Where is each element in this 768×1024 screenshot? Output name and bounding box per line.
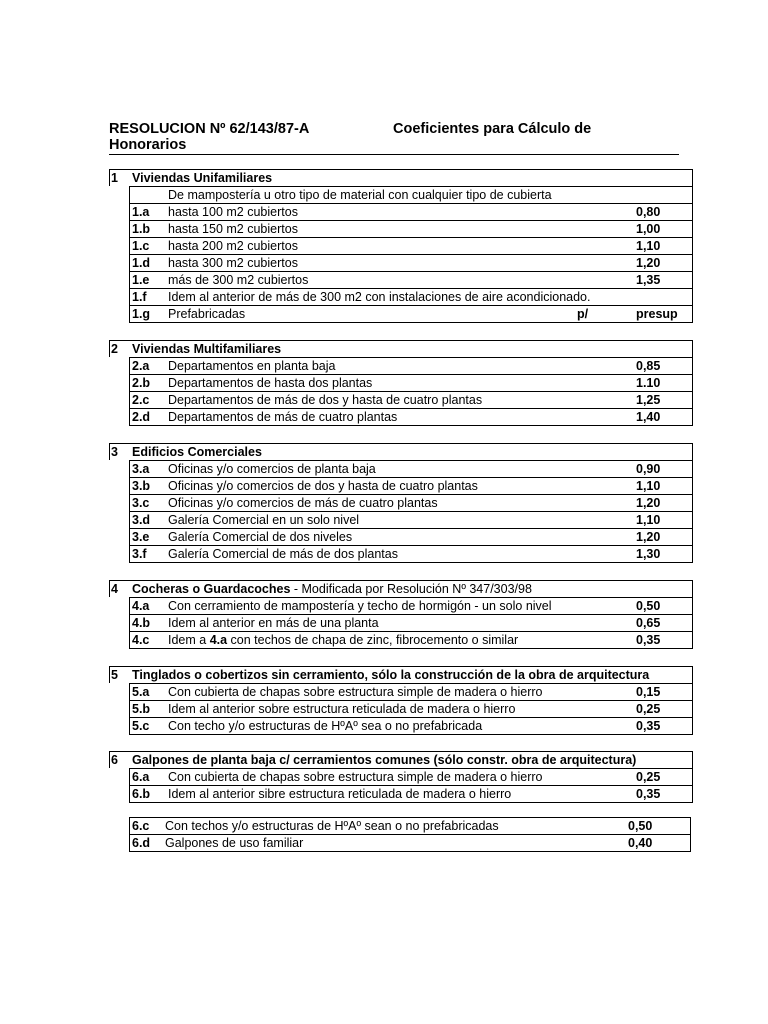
section-6: [109, 751, 693, 803]
row-coefficient: 1,35: [636, 273, 661, 287]
row-coefficient: 0,85: [636, 359, 661, 373]
row-code: 3.c: [132, 496, 150, 510]
row-note: p/: [577, 307, 589, 321]
row-description: hasta 100 m2 cubiertos: [168, 205, 298, 219]
row-coefficient: 1,40: [636, 410, 661, 424]
section-6-extra-table: [129, 817, 691, 852]
table-row: [130, 529, 692, 546]
table-row: [130, 186, 692, 204]
row-code: 3.b: [132, 479, 151, 493]
row-description: más de 300 m2 cubiertos: [168, 273, 309, 287]
table-row: [130, 392, 692, 409]
row-coefficient: 1,20: [636, 256, 661, 270]
row-coefficient: 0,80: [636, 205, 661, 219]
section-rows: [129, 357, 693, 426]
table-row: [130, 357, 692, 375]
document-title: Coeficientes para Cálculo de: [393, 121, 592, 137]
row-coefficient: 0,35: [636, 719, 661, 733]
section-rows: [129, 683, 693, 735]
row-description: Prefabricadas: [168, 307, 246, 321]
section-title: Tinglados o cobertizos sin cerramiento, sólo la construcción de la obra de arquitectura: [132, 668, 650, 682]
row-coefficient: 1,30: [636, 547, 661, 561]
section-title: Galpones de planta baja c/ cerramientos comunes (sólo constr. obra de arquitectura): [132, 753, 637, 767]
row-code: 1.b: [132, 222, 151, 236]
row-description: Con cubierta de chapas sobre estructura simple de madera o hierro: [168, 770, 543, 784]
section-number: 4: [111, 582, 118, 596]
table-row: [130, 768, 692, 786]
section-title: Edificios Comerciales: [132, 445, 262, 459]
row-code: 3.d: [132, 513, 151, 527]
section-header: [109, 580, 693, 597]
row-coefficient: 1.10: [636, 376, 661, 390]
section-5: [109, 666, 693, 735]
row-description: Oficinas y/o comercios de más de cuatro plantas: [168, 496, 438, 510]
section-number: 2: [111, 342, 118, 356]
row-coefficient: 0,65: [636, 616, 661, 630]
section-rows: [129, 768, 693, 803]
row-code: 1.a: [132, 205, 150, 219]
row-description: Galería Comercial en un solo nivel: [168, 513, 360, 527]
table-row: [130, 478, 692, 495]
row-code: 4.a: [132, 599, 150, 613]
section-1: [109, 169, 693, 323]
table-row: [130, 238, 692, 255]
section-header: [109, 340, 693, 357]
section-4: [109, 580, 693, 649]
row-code: 3.f: [132, 547, 147, 561]
section-header: [109, 751, 693, 768]
row-description: Idem al anterior sobre estructura reticulada de madera o hierro: [168, 702, 516, 716]
table-row: [130, 409, 692, 426]
resolution-number: RESOLUCION Nº 62/143/87-A: [109, 121, 310, 137]
row-coefficient: 0,25: [636, 770, 661, 784]
section-title: Viviendas Multifamiliares: [132, 342, 282, 356]
row-description: Departamentos de más de dos y hasta de cuatro plantas: [168, 393, 483, 407]
row-code: 1.c: [132, 239, 150, 253]
row-description: Departamentos de hasta dos plantas: [168, 376, 373, 390]
table-row: [130, 204, 692, 221]
row-code: 3.e: [132, 530, 150, 544]
row-coefficient: 0,50: [636, 599, 661, 613]
section-header: [109, 169, 693, 186]
section-rows: [129, 597, 693, 649]
table-row: [130, 289, 692, 306]
row-coefficient: 1,10: [636, 513, 661, 527]
table-row: [130, 546, 692, 563]
row-coefficient: 0,35: [636, 787, 661, 801]
row-description: hasta 200 m2 cubiertos: [168, 239, 298, 253]
row-code: 6.d: [132, 836, 151, 850]
table-row: [130, 632, 692, 649]
row-code: 2.a: [132, 359, 150, 373]
row-code: 3.a: [132, 462, 150, 476]
row-description: De mampostería u otro tipo de material con cualquier tipo de cubierta: [168, 188, 552, 202]
table-row: [130, 683, 692, 701]
table-row: [130, 255, 692, 272]
row-description: Galería Comercial de dos niveles: [168, 530, 353, 544]
row-description: Galpones de uso familiar: [165, 836, 304, 850]
section-number: 5: [111, 668, 118, 682]
table-row: [130, 495, 692, 512]
row-coefficient: 1,20: [636, 496, 661, 510]
row-description: Departamentos de más de cuatro plantas: [168, 410, 398, 424]
section-header: [109, 443, 693, 460]
row-code: 4.c: [132, 633, 150, 647]
row-description: Galería Comercial de más de dos plantas: [168, 547, 398, 561]
row-coefficient: 1,25: [636, 393, 661, 407]
row-description: Con cubierta de chapas sobre estructura simple de madera o hierro: [168, 685, 543, 699]
row-description: Idem al anterior en más de una planta: [168, 616, 379, 630]
row-coefficient: 1,00: [636, 222, 661, 236]
row-coefficient: 0,15: [636, 685, 661, 699]
row-description: Con cerramiento de mampostería y techo de hormigón - un solo nivel: [168, 599, 552, 613]
table-row: [130, 597, 692, 615]
document-title-continued: Honorarios: [109, 137, 187, 153]
row-coefficient: 1,20: [636, 530, 661, 544]
row-code: 1.f: [132, 290, 147, 304]
section-title: Cocheras o Guardacoches - Modificada por Resolución Nº 347/303/98: [132, 582, 532, 596]
row-description: Oficinas y/o comercios de planta baja: [168, 462, 376, 476]
section-3: [109, 443, 693, 563]
table-row: [130, 460, 692, 478]
table-row: [130, 512, 692, 529]
table-row: [130, 818, 690, 835]
table-row: [130, 615, 692, 632]
row-description: Idem a 4.a con techos de chapa de zinc, fibrocemento o similar: [168, 633, 519, 647]
row-coefficient: 0,50: [628, 819, 653, 833]
table-row: [130, 718, 692, 735]
section-number: 3: [111, 445, 118, 459]
row-code: 1.e: [132, 273, 150, 287]
section-rows: [129, 186, 693, 323]
row-description: hasta 300 m2 cubiertos: [168, 256, 298, 270]
section-rows: [129, 460, 693, 563]
row-code: 1.g: [132, 307, 151, 321]
row-description: Idem al anterior de más de 300 m2 con instalaciones de aire acondicionado.: [168, 290, 591, 304]
row-coefficient: 1,10: [636, 239, 661, 253]
table-row: [130, 375, 692, 392]
row-code: 2.d: [132, 410, 151, 424]
table-row: [130, 701, 692, 718]
section-title: Viviendas Unifamiliares: [132, 171, 273, 185]
table-row: [130, 835, 690, 851]
row-coefficient: presup: [636, 307, 678, 321]
row-code: 6.a: [132, 770, 150, 784]
row-code: 5.a: [132, 685, 150, 699]
row-description: Idem al anterior sibre estructura reticulada de madera o hierro: [168, 787, 512, 801]
section-number: 1: [111, 171, 118, 185]
table-row: [130, 272, 692, 289]
row-code: 6.c: [132, 819, 150, 833]
section-number: 6: [111, 753, 118, 767]
table-row: [130, 786, 692, 803]
row-code: 5.b: [132, 702, 151, 716]
section-header: [109, 666, 693, 683]
row-description: hasta 150 m2 cubiertos: [168, 222, 298, 236]
row-description: Oficinas y/o comercios de dos y hasta de cuatro plantas: [168, 479, 478, 493]
row-code: 1.d: [132, 256, 151, 270]
document-header: [109, 120, 679, 155]
section-2: [109, 340, 693, 426]
row-description: Con techo y/o estructuras de HºAº sea o no prefabricada: [168, 719, 483, 733]
row-coefficient: 0,90: [636, 462, 661, 476]
row-coefficient: 0,25: [636, 702, 661, 716]
table-row: [130, 221, 692, 238]
row-code: 2.b: [132, 376, 151, 390]
row-coefficient: 0,35: [636, 633, 661, 647]
row-coefficient: 1,10: [636, 479, 661, 493]
table-row: [130, 306, 692, 323]
row-coefficient: 0,40: [628, 836, 653, 850]
row-description: Con techos y/o estructuras de HºAº sean o no prefabricadas: [165, 819, 499, 833]
row-description: Departamentos en planta baja: [168, 359, 336, 373]
row-code: 6.b: [132, 787, 151, 801]
row-code: 5.c: [132, 719, 150, 733]
row-code: 2.c: [132, 393, 150, 407]
row-code: 4.b: [132, 616, 151, 630]
